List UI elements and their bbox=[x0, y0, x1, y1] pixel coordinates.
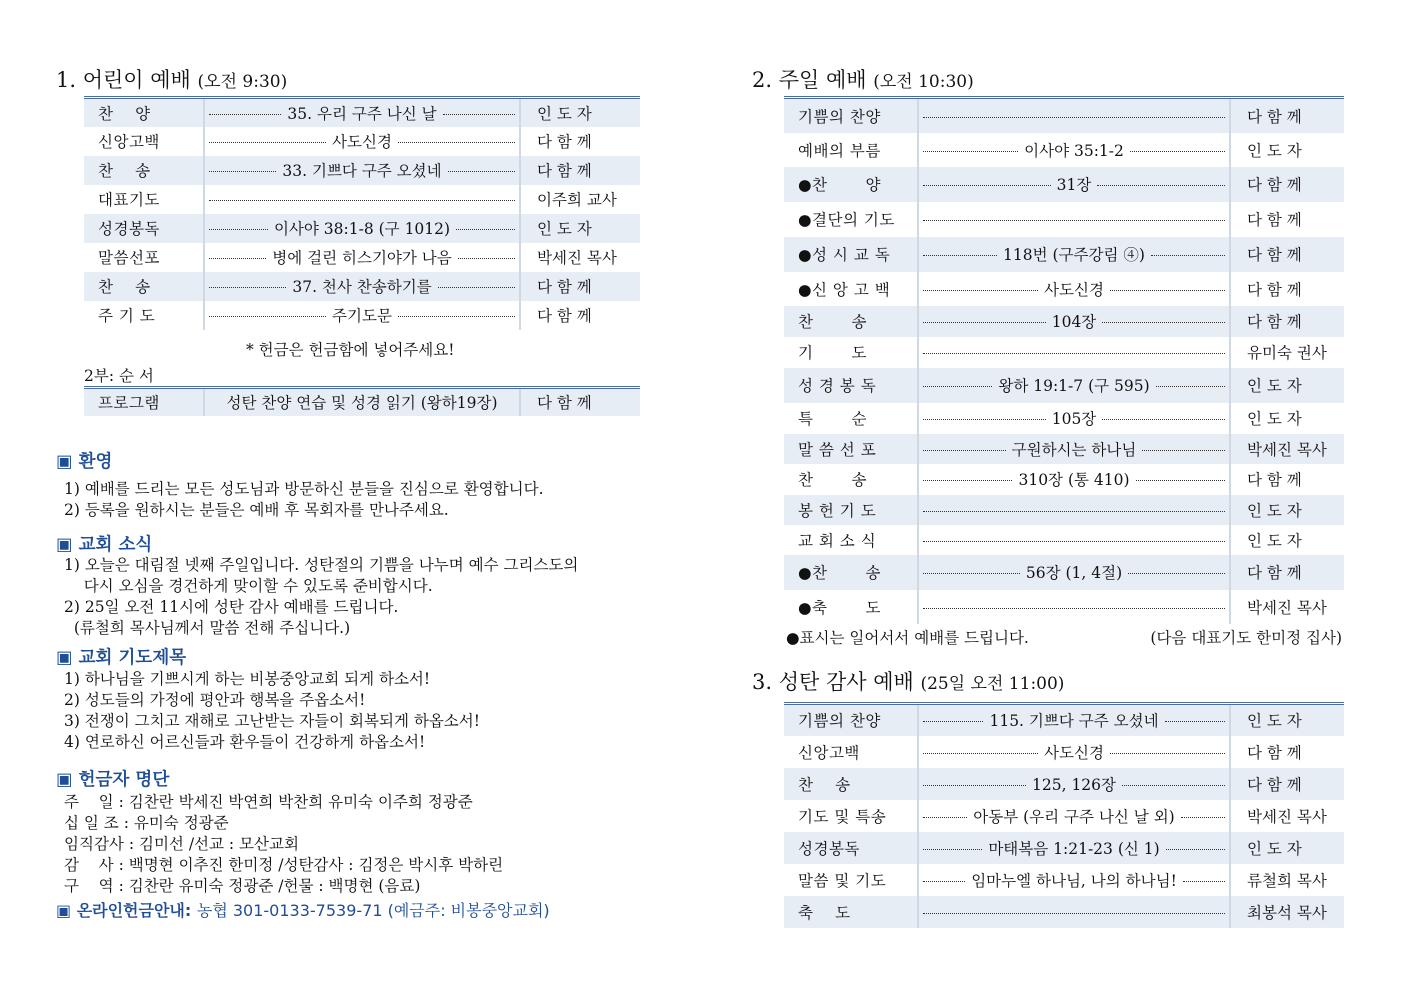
section2-row bbox=[784, 368, 1344, 403]
standing-note: ●표시는 일어서서 예배를 드립니다. bbox=[786, 629, 1029, 647]
section2-item bbox=[918, 133, 1230, 167]
section1-leader: 다 함 께 bbox=[520, 272, 640, 301]
section1-leader: 다 함 께 bbox=[537, 133, 592, 151]
donors-line: 구 역 : 김찬란 유미숙 정광준 /헌물 : 백명현 (음료) bbox=[64, 877, 421, 895]
section2-row bbox=[784, 590, 1344, 624]
section1-item-text: 주기도문 bbox=[332, 307, 392, 325]
section1-item bbox=[204, 301, 520, 330]
section2-item bbox=[918, 202, 1230, 237]
section2-item-text: 구원하시는 하나님 bbox=[1011, 440, 1137, 459]
section1-leader: 인 도 자 bbox=[520, 98, 640, 127]
program-table bbox=[84, 386, 640, 416]
section2-item bbox=[918, 434, 1230, 464]
section2-leader: 다 함 께 bbox=[1230, 555, 1344, 590]
section1-row bbox=[84, 301, 640, 330]
prayer-line: 1) 하나님을 기쁘시게 하는 비봉중앙교회 되게 하소서! bbox=[64, 670, 431, 688]
dotted-leader bbox=[1151, 255, 1225, 256]
section2-leader: 인 도 자 bbox=[1247, 141, 1302, 160]
section2-label: 교 회 소 식 bbox=[798, 531, 877, 550]
program-who: 다 함 께 bbox=[520, 388, 640, 416]
section2-label: 기 도 bbox=[798, 344, 867, 362]
section2-label: 기쁨의 찬양 bbox=[784, 98, 918, 133]
dotted-leader bbox=[1110, 753, 1225, 754]
program-mid: 성탄 찬양 연습 및 성경 읽기 (왕하19장) bbox=[204, 388, 520, 416]
section2-item bbox=[918, 272, 1230, 306]
section2-item bbox=[918, 464, 1230, 495]
section2-leader: 다 함 께 bbox=[1230, 306, 1344, 337]
dotted-leader bbox=[923, 450, 1006, 451]
section1-title-text: 1. 어린이 예배 bbox=[56, 68, 191, 92]
section3-item bbox=[918, 704, 1230, 736]
section1-row bbox=[84, 272, 640, 301]
standing-note-row bbox=[786, 626, 1342, 648]
section3-time: (25일 오전 11:00) bbox=[920, 674, 1065, 694]
section1-item-text: 33. 기쁘다 구주 오셨네 bbox=[282, 162, 442, 180]
section2-item-text: 사도신경 bbox=[1044, 280, 1104, 299]
prayer-line: 4) 연로하신 어르신들과 환우들이 건강하게 하옵소서! bbox=[64, 733, 426, 751]
news-text bbox=[64, 555, 578, 639]
dotted-leader bbox=[1156, 386, 1225, 387]
section1-item-text: 이사야 38:1-8 (구 1012) bbox=[273, 220, 451, 238]
section1-item bbox=[204, 272, 520, 301]
prayer-heading: ▣ 교회 기도제목 bbox=[56, 648, 187, 668]
section2-leader: 다 함 께 bbox=[1230, 237, 1344, 272]
donors-heading: ▣ 헌금자 명단 bbox=[56, 770, 170, 790]
online-offering bbox=[56, 898, 550, 921]
section2-label: 봉 헌 기 도 bbox=[784, 495, 918, 525]
section1-label: 성경봉독 bbox=[84, 214, 204, 243]
dotted-leader bbox=[923, 849, 982, 850]
section1-leader: 이주희 교사 bbox=[537, 191, 617, 209]
dotted-leader bbox=[1102, 419, 1225, 420]
dotted-leader bbox=[209, 200, 515, 201]
section1-item-text: 사도신경 bbox=[332, 133, 392, 151]
section1-item-text: 37. 천사 찬송하기를 bbox=[292, 278, 432, 296]
dotted-leader bbox=[923, 419, 1046, 420]
section2-label: 찬 송 bbox=[798, 471, 867, 489]
section2-item bbox=[918, 525, 1230, 555]
dotted-leader bbox=[209, 316, 326, 317]
section3-label: 기도 및 특송 bbox=[798, 807, 887, 826]
section2-leader: 인 도 자 bbox=[1247, 410, 1302, 428]
section1-title bbox=[56, 64, 287, 94]
dotted-leader bbox=[923, 608, 1225, 609]
section2-row bbox=[784, 403, 1344, 434]
dotted-leader bbox=[923, 785, 1026, 786]
section2-item-text: 105장 bbox=[1051, 410, 1097, 428]
dotted-leader bbox=[1183, 881, 1225, 882]
section2-item bbox=[918, 495, 1230, 525]
section3-item-text: 115. 기쁘다 구주 오셨네 bbox=[989, 712, 1159, 731]
dotted-leader bbox=[923, 881, 965, 882]
section2-label: ●신 앙 고 백 bbox=[798, 280, 891, 299]
section3-label: 기쁨의 찬양 bbox=[784, 704, 918, 736]
donors-line: 임직감사 : 김미선 /선교 : 모산교회 bbox=[64, 835, 299, 853]
program-label: 프로그램 bbox=[84, 388, 204, 416]
section3-item bbox=[918, 864, 1230, 896]
prayer-text bbox=[64, 669, 480, 753]
dotted-leader bbox=[209, 114, 281, 115]
prayer-line: 3) 전쟁이 그치고 재해로 고난받는 자들이 회복되게 하옵소서! bbox=[64, 712, 480, 730]
section3-item bbox=[918, 832, 1230, 864]
section2-item-text: 104장 bbox=[1051, 313, 1097, 331]
dotted-leader bbox=[923, 721, 983, 722]
welcome-line: 1) 예배를 드리는 모든 성도님과 방문하신 분들을 진심으로 환영합니다. bbox=[64, 480, 544, 498]
section2-item bbox=[918, 403, 1230, 434]
section2-row bbox=[784, 434, 1344, 464]
section2-row bbox=[784, 272, 1344, 306]
section2-item-text: 31장 bbox=[1056, 176, 1092, 194]
dotted-leader bbox=[209, 142, 326, 143]
section1-item bbox=[204, 185, 520, 214]
section2-label: 말 씀 선 포 bbox=[784, 434, 918, 464]
section3-row bbox=[784, 800, 1344, 832]
section3-label: 성경봉독 bbox=[784, 832, 918, 864]
donors-line: 주 일 : 김찬란 박세진 박연희 박찬희 유미숙 이주희 정광준 bbox=[64, 793, 473, 811]
section2-row bbox=[784, 525, 1344, 555]
section2-label: 성 경 봉 독 bbox=[784, 368, 918, 403]
section2-title bbox=[752, 64, 974, 94]
section2-order-table bbox=[784, 96, 1344, 624]
offering-note: * 헌금은 헌금함에 넣어주세요! bbox=[246, 341, 455, 359]
news-line: 2) 25일 오전 11시에 성탄 감사 예배를 드립니다. bbox=[64, 598, 399, 616]
program-row bbox=[84, 388, 640, 416]
dotted-leader bbox=[923, 151, 1018, 152]
dotted-leader bbox=[209, 171, 276, 172]
section2-leader: 다 함 께 bbox=[1230, 98, 1344, 133]
dotted-leader bbox=[398, 142, 515, 143]
section3-leader: 인 도 자 bbox=[1230, 832, 1344, 864]
section2-label: ●성 시 교 독 bbox=[784, 237, 918, 272]
dotted-leader bbox=[923, 386, 992, 387]
dotted-leader bbox=[923, 185, 1051, 186]
section3-title bbox=[752, 666, 1064, 696]
news-line: 1) 오늘은 대림절 넷째 주일입니다. 성탄절의 기쁨을 나누며 예수 그리스도의 bbox=[64, 556, 579, 574]
section1-row bbox=[84, 185, 640, 214]
dotted-leader bbox=[1122, 785, 1225, 786]
section3-leader: 최봉석 목사 bbox=[1230, 896, 1344, 928]
section2-item bbox=[918, 555, 1230, 590]
part2-title: 2부: 순 서 bbox=[84, 367, 154, 385]
online-offering-account: 농협 301-0133-7539-71 (예금주: 비봉중앙교회) bbox=[196, 901, 550, 920]
dotted-leader bbox=[923, 353, 1225, 354]
section1-item bbox=[204, 98, 520, 127]
next-prayer-note: (다음 대표기도 한미정 집사) bbox=[1150, 629, 1342, 647]
section3-item-text: 125, 126장 bbox=[1032, 775, 1116, 794]
dotted-leader bbox=[923, 322, 1046, 323]
section3-label: 신앙고백 bbox=[798, 743, 860, 762]
section2-item-text: 56장 (1, 4절) bbox=[1025, 564, 1123, 582]
dotted-leader bbox=[448, 171, 515, 172]
section1-label: 신앙고백 bbox=[98, 133, 160, 151]
section2-row bbox=[784, 98, 1344, 133]
section1-label: 주 기 도 bbox=[98, 307, 156, 325]
section1-item bbox=[204, 214, 520, 243]
section2-row bbox=[784, 495, 1344, 525]
section3-row bbox=[784, 864, 1344, 896]
section3-item-text: 마태복음 1:21-23 (신 1) bbox=[988, 839, 1160, 858]
section1-item bbox=[204, 127, 520, 156]
donors-line: 감 사 : 백명현 이추진 한미정 /성탄감사 : 김정은 박시후 박하린 bbox=[64, 856, 504, 874]
section2-row bbox=[784, 133, 1344, 167]
dotted-leader bbox=[209, 229, 268, 230]
section2-item-text: 왕하 19:1-7 (구 595) bbox=[998, 377, 1150, 395]
donors-line: 십 일 조 : 유미숙 정광준 bbox=[64, 814, 229, 832]
section1-label: 말씀선포 bbox=[98, 249, 160, 267]
section2-label: 찬 송 bbox=[784, 306, 918, 337]
welcome-text bbox=[64, 479, 544, 521]
dotted-leader bbox=[398, 316, 515, 317]
section3-label: 찬 송 bbox=[784, 768, 918, 800]
section2-leader: 박세진 목사 bbox=[1247, 598, 1327, 617]
section2-item bbox=[918, 167, 1230, 202]
section1-leader: 인 도 자 bbox=[520, 214, 640, 243]
section2-leader: 박세진 목사 bbox=[1230, 434, 1344, 464]
section1-row bbox=[84, 243, 640, 272]
section1-time: (오전 9:30) bbox=[197, 72, 288, 92]
dotted-leader bbox=[438, 287, 515, 288]
section1-item-text: 35. 우리 구주 나신 날 bbox=[287, 104, 437, 123]
section1-item bbox=[204, 156, 520, 185]
section2-label: 특 순 bbox=[798, 410, 867, 428]
section3-item bbox=[918, 768, 1230, 800]
dotted-leader bbox=[1142, 450, 1225, 451]
section3-item bbox=[918, 736, 1230, 768]
section3-row bbox=[784, 896, 1344, 928]
section2-label: ●축 도 bbox=[798, 598, 881, 617]
section2-time: (오전 10:30) bbox=[873, 72, 974, 92]
section1-label: 찬 양 bbox=[84, 98, 204, 127]
section2-item-text: 310장 (통 410) bbox=[1018, 471, 1130, 489]
section2-row bbox=[784, 237, 1344, 272]
dotted-leader bbox=[1097, 185, 1225, 186]
section2-row bbox=[784, 202, 1344, 237]
section1-label: 찬 송 bbox=[84, 156, 204, 185]
dotted-leader bbox=[443, 114, 515, 115]
dotted-leader bbox=[458, 258, 515, 259]
dotted-leader bbox=[923, 290, 1038, 291]
online-offering-label: ▣ 온라인헌금안내: bbox=[56, 901, 192, 920]
section2-leader: 다 함 께 bbox=[1247, 211, 1302, 229]
dotted-leader bbox=[923, 480, 1012, 481]
section3-leader: 류철희 목사 bbox=[1247, 871, 1327, 890]
dotted-leader bbox=[1165, 721, 1225, 722]
section3-order-table bbox=[784, 702, 1344, 928]
section3-label: 축 도 bbox=[784, 896, 918, 928]
section2-label: ●찬 양 bbox=[784, 167, 918, 202]
news-line: (류철희 목사님께서 말씀 전해 주십니다.) bbox=[64, 619, 351, 637]
prayer-line: 2) 성도들의 가정에 평안과 행복을 주옵소서! bbox=[64, 691, 366, 709]
donors-text bbox=[64, 792, 503, 897]
section2-item bbox=[918, 337, 1230, 368]
dotted-leader bbox=[923, 541, 1225, 542]
dotted-leader bbox=[1102, 322, 1225, 323]
dotted-leader bbox=[1166, 849, 1225, 850]
section1-label: 찬 송 bbox=[84, 272, 204, 301]
section3-item bbox=[918, 800, 1230, 832]
section2-leader: 인 도 자 bbox=[1230, 495, 1344, 525]
section3-label: 말씀 및 기도 bbox=[798, 871, 887, 890]
section3-leader: 박세진 목사 bbox=[1247, 807, 1327, 826]
dotted-leader bbox=[1110, 290, 1225, 291]
section2-leader: 다 함 께 bbox=[1230, 167, 1344, 202]
dotted-leader bbox=[923, 753, 1038, 754]
section2-leader: 다 함 께 bbox=[1247, 280, 1302, 299]
section2-item bbox=[918, 368, 1230, 403]
dotted-leader bbox=[923, 817, 967, 818]
section2-label: ●결단의 기도 bbox=[798, 211, 895, 229]
dotted-leader bbox=[456, 229, 515, 230]
section2-leader: 인 도 자 bbox=[1247, 531, 1302, 550]
section1-order-table bbox=[84, 96, 640, 330]
section2-item bbox=[918, 590, 1230, 624]
dotted-leader bbox=[1136, 480, 1225, 481]
section1-item-text: 병에 걸린 히스기야가 나음 bbox=[272, 249, 452, 267]
section2-item-text: 이사야 35:1-2 bbox=[1024, 141, 1124, 160]
dotted-leader bbox=[923, 117, 1225, 118]
news-line: 다시 오심을 경건하게 맞이할 수 있도록 준비합시다. bbox=[64, 577, 433, 595]
news-heading: ▣ 교회 소식 bbox=[56, 535, 153, 555]
section1-leader: 다 함 께 bbox=[520, 156, 640, 185]
section1-row bbox=[84, 214, 640, 243]
section2-item bbox=[918, 306, 1230, 337]
section1-leader: 다 함 께 bbox=[537, 307, 592, 325]
section3-leader: 다 함 께 bbox=[1230, 768, 1344, 800]
section2-row bbox=[784, 464, 1344, 495]
dotted-leader bbox=[923, 511, 1225, 512]
section1-leader: 박세진 목사 bbox=[537, 249, 617, 267]
dotted-leader bbox=[923, 573, 1020, 574]
dotted-leader bbox=[1181, 817, 1225, 818]
dotted-leader bbox=[209, 258, 266, 259]
section3-leader: 인 도 자 bbox=[1230, 704, 1344, 736]
section2-row bbox=[784, 337, 1344, 368]
section1-label: 대표기도 bbox=[98, 191, 160, 209]
section1-row bbox=[84, 98, 640, 127]
section2-leader: 다 함 께 bbox=[1247, 471, 1302, 489]
section3-row bbox=[784, 736, 1344, 768]
dotted-leader bbox=[1130, 151, 1225, 152]
welcome-heading: ▣ 환영 bbox=[56, 452, 113, 472]
welcome-line: 2) 등록을 원하시는 분들은 예배 후 목회자를 만나주세요. bbox=[64, 501, 449, 519]
dotted-leader bbox=[923, 913, 1225, 914]
section3-item-text: 사도신경 bbox=[1044, 743, 1104, 762]
section3-item-text: 임마누엘 하나님, 나의 하나님! bbox=[971, 871, 1177, 890]
section2-label: ●찬 송 bbox=[784, 555, 918, 590]
dotted-leader bbox=[923, 220, 1225, 221]
section3-leader: 다 함 께 bbox=[1247, 743, 1302, 762]
section2-item bbox=[918, 237, 1230, 272]
section1-item bbox=[204, 243, 520, 272]
section2-item bbox=[918, 98, 1230, 133]
section3-item-text: 아동부 (우리 구주 나신 날 외) bbox=[973, 807, 1175, 826]
section2-row bbox=[784, 555, 1344, 590]
dotted-leader bbox=[209, 287, 286, 288]
section2-leader: 유미숙 권사 bbox=[1247, 344, 1327, 362]
dotted-leader bbox=[1128, 573, 1225, 574]
section2-row bbox=[784, 167, 1344, 202]
section3-row bbox=[784, 704, 1344, 736]
section2-item-text: 118번 (구주강림 ④) bbox=[1003, 246, 1145, 264]
section1-row bbox=[84, 127, 640, 156]
section3-item bbox=[918, 896, 1230, 928]
section2-title-text: 2. 주일 예배 bbox=[752, 68, 867, 92]
section2-label: 예배의 부름 bbox=[798, 141, 881, 160]
section3-title-text: 3. 성탄 감사 예배 bbox=[752, 670, 914, 694]
dotted-leader bbox=[923, 255, 997, 256]
section3-row bbox=[784, 768, 1344, 800]
section2-leader: 인 도 자 bbox=[1230, 368, 1344, 403]
section1-row bbox=[84, 156, 640, 185]
section2-row bbox=[784, 306, 1344, 337]
section3-row bbox=[784, 832, 1344, 864]
